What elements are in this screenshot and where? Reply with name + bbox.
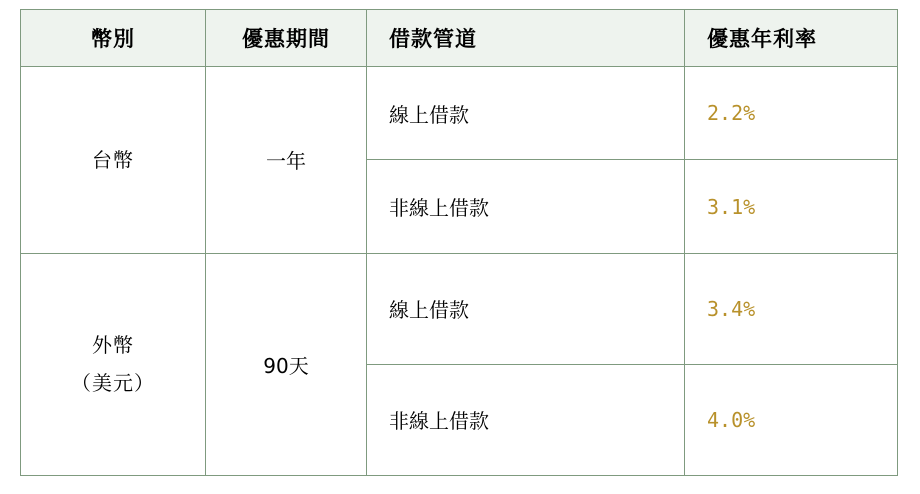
cell-rate-twd-offline (685, 160, 898, 253)
period-label-twd: 一年 (266, 149, 306, 174)
header-label-period: 優惠期間 (242, 27, 330, 51)
cell-channel-usd-offline (367, 364, 685, 475)
cell-channel-twd-online (367, 67, 685, 160)
header-label-channel: 借款管道 (389, 27, 477, 51)
cell-rate-twd-online (685, 67, 898, 160)
cell-rate-usd-offline (685, 364, 898, 475)
cell-period-usd (206, 253, 367, 475)
cell-channel-twd-offline (367, 160, 685, 253)
channel-label: 非線上借款 (389, 409, 489, 434)
cell-period-twd (206, 67, 367, 254)
rate-value: 2.2% (707, 101, 756, 126)
table-row (21, 253, 898, 364)
channel-label: 線上借款 (389, 298, 469, 323)
cell-channel-usd-online (367, 253, 685, 364)
table-row (21, 67, 898, 160)
currency-label-usd-line2: （美元） (71, 371, 155, 396)
channel-label: 線上借款 (389, 102, 469, 127)
period-label-usd: 90天 (263, 353, 309, 378)
cell-currency-twd (21, 67, 206, 254)
loan-rate-table (20, 9, 898, 476)
header-cell-rate (685, 10, 898, 67)
channel-label: 非線上借款 (389, 196, 489, 221)
header-label-currency: 幣別 (91, 27, 135, 51)
currency-label-usd-line1: 外幣 (92, 333, 134, 358)
rate-value: 3.4% (707, 296, 756, 321)
header-cell-currency (21, 10, 206, 67)
header-row (21, 10, 898, 67)
currency-label-usd (21, 326, 205, 402)
header-cell-period (206, 10, 367, 67)
cell-rate-usd-online (685, 253, 898, 364)
rate-value: 3.1% (707, 194, 756, 219)
header-cell-channel (367, 10, 685, 67)
table-body (21, 67, 898, 476)
header-label-rate: 優惠年利率 (707, 27, 817, 51)
table-header (21, 10, 898, 67)
currency-label-twd: 台幣 (92, 147, 134, 172)
rate-value: 4.0% (707, 407, 756, 432)
document-page (0, 9, 920, 494)
cell-currency-usd (21, 253, 206, 475)
